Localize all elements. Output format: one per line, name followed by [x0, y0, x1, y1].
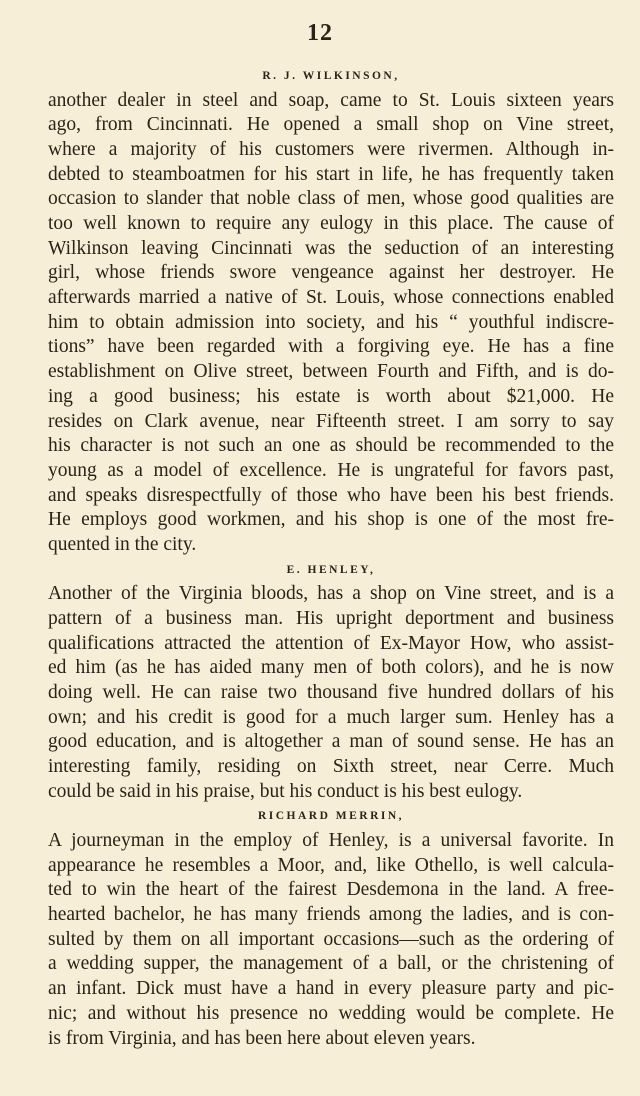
text-line: another dealer in steel and soap, came to St. Louis sixteen years: [48, 89, 614, 111]
text-line: is from Virginia, and has been here about eleven years.: [48, 1027, 476, 1049]
section-heading: E. HENLEY,: [286, 563, 376, 576]
text-line: He employs good workmen, and his shop is one of the most fre-: [48, 509, 614, 531]
text-line: occasion to slander that noble class of men, whose good qualities are: [48, 188, 614, 210]
text-line: afterwards married a native of St. Louis, whose connections enabled: [48, 287, 614, 309]
text-line: good education, and is altogether a man of sound sense. He has an: [48, 731, 614, 753]
text-line: interesting family, residing on Sixth street, near Cerre. Much: [48, 756, 614, 778]
section: [48, 64, 614, 558]
text-line: Wilkinson leaving Cincinnati was the seduction of an interesting: [48, 237, 614, 259]
page-body: [48, 64, 614, 1051]
section-heading: RICHARD MERRIN,: [257, 810, 405, 823]
text-line: A journeyman in the employ of Henley, is a universal favorite. In: [48, 830, 614, 852]
text-line: debted to steamboatmen for his start in life, he has frequently taken: [48, 163, 614, 185]
text-line: pattern of a business man. His upright deportment and business: [48, 607, 614, 629]
text-line: ing a good business; his estate is worth about $21,000. He: [48, 385, 614, 407]
text-line: him to obtain admission into society, and his “ youthful indiscre-: [48, 311, 614, 333]
text-line: sulted by them on all important occasions—such as the ordering of: [48, 928, 614, 950]
section: [48, 804, 614, 1051]
text-line: ted to win the heart of the fairest Desdemona in the land. A free-: [48, 879, 614, 901]
text-line: could be said in his praise, but his conduct is his best eulogy.: [48, 780, 523, 802]
text-line: and speaks disrespectfully of those who have been his best friends.: [48, 484, 614, 506]
text-line: too well known to require any eulogy in this place. The cause of: [48, 213, 614, 235]
text-line: girl, whose friends swore vengeance against her destroyer. He: [48, 262, 614, 284]
text-line: ago, from Cincinnati. He opened a small shop on Vine street,: [48, 114, 614, 136]
page-number: 12: [307, 20, 333, 46]
text-line: resides on Clark avenue, near Fifteenth street. I am sorry to say: [48, 410, 614, 432]
text-line: Another of the Virginia bloods, has a shop on Vine street, and is a: [48, 583, 614, 605]
text-line: an infant. Dick must have a hand in every pleasure party and pic-: [48, 978, 614, 1000]
text-line: quented in the city.: [48, 533, 197, 555]
text-line: a wedding supper, the management of a ball, or the christening of: [48, 953, 614, 975]
text-line: nic; and without his presence no wedding would be complete. He: [48, 1002, 614, 1024]
text-line: establishment on Olive street, between Fourth and Fifth, and is do-: [48, 361, 614, 383]
text-line: hearted bachelor, he has many friends among the ladies, and is con-: [48, 904, 614, 926]
section-heading: R. J. WILKINSON,: [262, 70, 400, 82]
text-line: ed him (as he has aided many men of both colors), and he is now: [48, 657, 614, 679]
text-line: qualifications attracted the attention of Ex-Mayor How, who assist-: [48, 632, 614, 654]
text-line: appearance he resembles a Moor, and, like Othello, is well calcula-: [48, 854, 614, 876]
text-line: tions” have been regarded with a forgiving eye. He has a fine: [48, 336, 614, 358]
text-line: where a majority of his customers were rivermen. Although in-: [48, 138, 614, 160]
text-line: his character is not such an one as should be recommended to the: [48, 435, 614, 457]
section: [48, 558, 614, 805]
text-line: doing well. He can raise two thousand five hundred dollars of his: [48, 682, 614, 703]
text-line: own; and his credit is good for a much larger sum. Henley has a: [48, 706, 614, 728]
text-line: young as a model of excellence. He is ungrateful for favors past,: [48, 459, 614, 481]
